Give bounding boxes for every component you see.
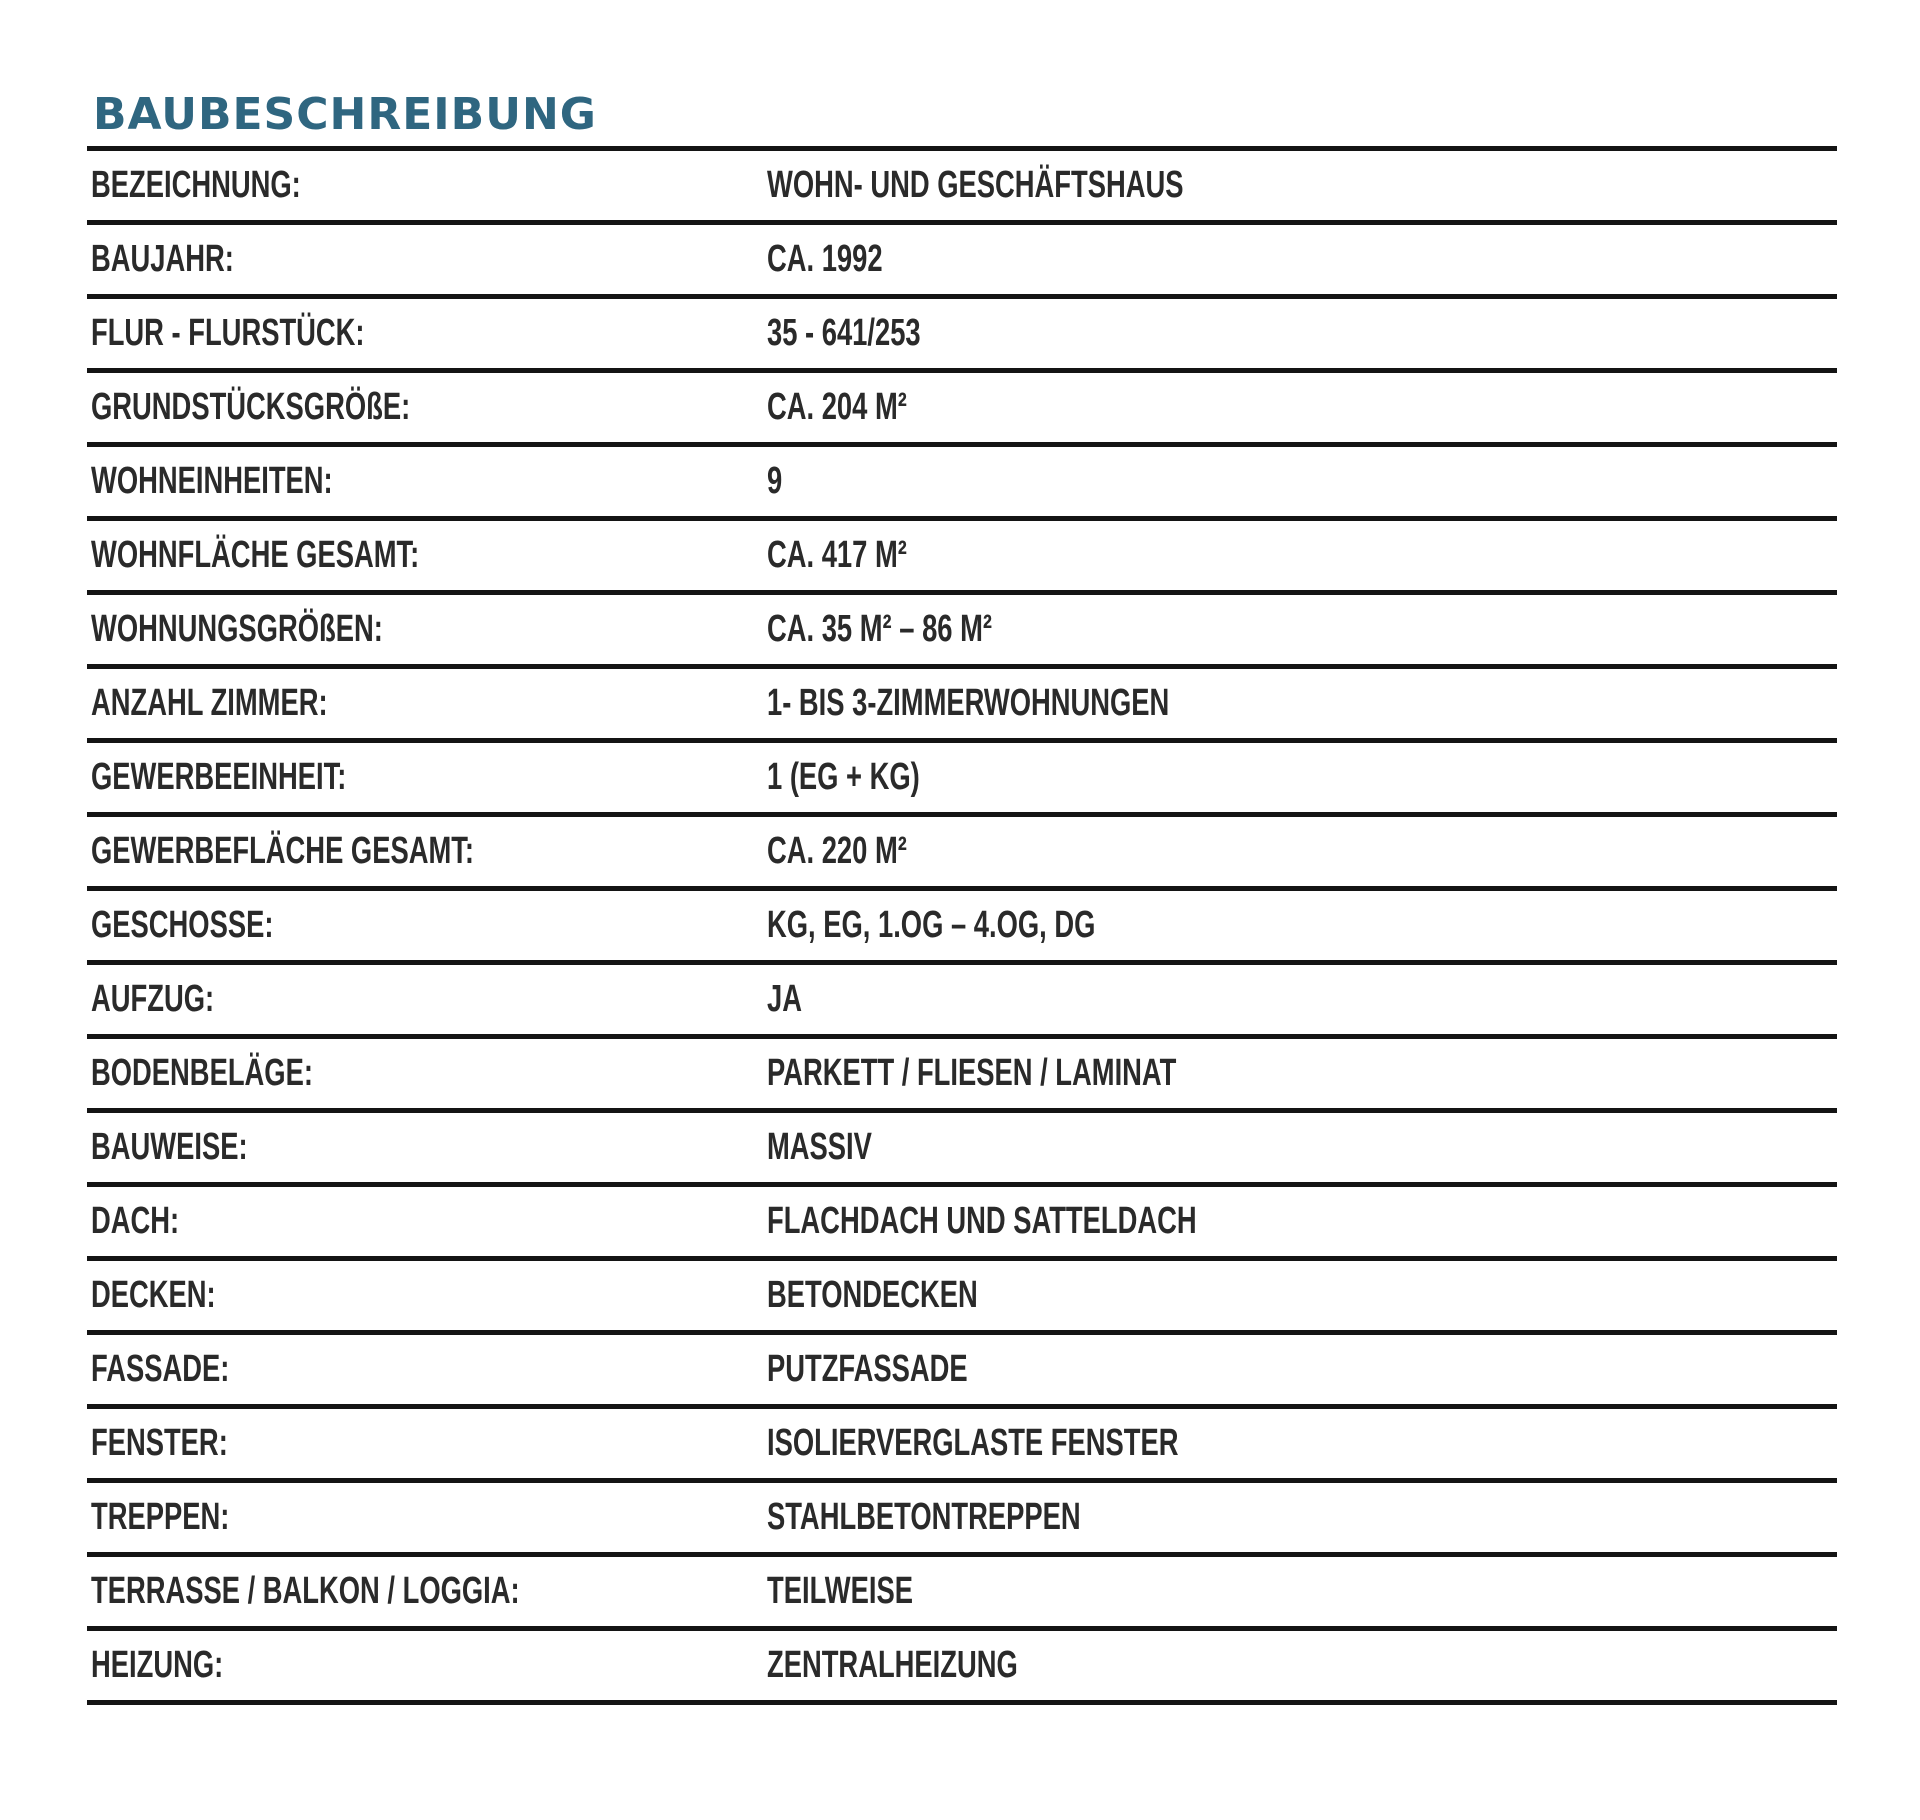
row-label-text: TREPPEN: [91,1496,230,1538]
row-value [767,1422,1837,1465]
document-title [87,70,1837,146]
row-label [87,904,767,947]
row-label [87,1422,767,1465]
table-row [87,1039,1837,1113]
row-label-text: DECKEN: [91,1274,216,1316]
row-value [767,1348,1837,1391]
row-value-text: 1 (EG + KG) [767,756,920,798]
row-value-text: WOHN- UND GESCHÄFTSHAUS [767,164,1184,206]
table-row [87,521,1837,595]
row-value [767,1126,1837,1169]
table-row [87,1557,1837,1631]
row-label-text: WOHNFLÄCHE GESAMT: [91,534,420,576]
row-label [87,534,767,577]
table-row [87,447,1837,521]
row-value-text: CA. 204 M² [767,386,907,428]
building-description-sheet [87,70,1837,1705]
row-value-text: 35 - 641/253 [767,312,921,354]
row-value-text: JA [767,978,802,1020]
row-label [87,460,767,503]
row-label [87,756,767,799]
row-value-text: 1- BIS 3-ZIMMERWOHNUNGEN [767,682,1170,724]
table-row [87,1409,1837,1483]
table-row [87,817,1837,891]
row-label [87,1274,767,1317]
row-label-text: GEWERBEEINHEIT: [91,756,347,798]
row-label-text: FLUR - FLURSTÜCK: [91,312,365,354]
table-row [87,743,1837,817]
row-value [767,1200,1837,1243]
row-value-text: CA. 35 M² – 86 M² [767,608,993,650]
document-title-text: BAUBESCHREIBUNG [93,89,597,140]
row-value-text: CA. 417 M² [767,534,907,576]
row-label-text: BAUJAHR: [91,238,234,280]
row-value-text: PUTZFASSADE [767,1348,968,1390]
row-value-text: MASSIV [767,1126,872,1168]
row-label-text: FENSTER: [91,1422,228,1464]
row-label-text: HEIZUNG: [91,1644,224,1686]
table-row [87,1261,1837,1335]
row-label-text: WOHNEINHEITEN: [91,460,333,502]
row-label [87,978,767,1021]
row-label-text: GRUNDSTÜCKSGRÖßE: [91,386,411,428]
row-label [87,386,767,429]
row-label [87,238,767,281]
row-label [87,1570,767,1613]
table-row [87,373,1837,447]
row-value-text: ISOLIERVERGLASTE FENSTER [767,1422,1179,1464]
row-value [767,460,1837,503]
row-value [767,1496,1837,1539]
row-value [767,1570,1837,1613]
row-value [767,1274,1837,1317]
row-value [767,978,1837,1021]
row-value-text: KG, EG, 1.OG – 4.OG, DG [767,904,1096,946]
table-row [87,891,1837,965]
row-value [767,904,1837,947]
table-row [87,1483,1837,1557]
row-value-text: PARKETT / FLIESEN / LAMINAT [767,1052,1177,1094]
row-label-text: DACH: [91,1200,180,1242]
row-value [767,1644,1837,1687]
row-value-text: ZENTRALHEIZUNG [767,1644,1018,1686]
row-label-text: BAUWEISE: [91,1126,248,1168]
row-label [87,1052,767,1095]
row-label [87,164,767,207]
table-row [87,595,1837,669]
table-row [87,299,1837,373]
row-label-text: BODENBELÄGE: [91,1052,313,1094]
table-row [87,1187,1837,1261]
row-value-text: STAHLBETONTREPPEN [767,1496,1081,1538]
row-value [767,386,1837,429]
row-value [767,756,1837,799]
row-label [87,1200,767,1243]
row-label-text: WOHNUNGSGRÖßEN: [91,608,383,650]
row-label-text: TERRASSE / BALKON / LOGGIA: [91,1570,520,1612]
table-row [87,965,1837,1039]
row-value-text: CA. 1992 [767,238,883,280]
table-row [87,225,1837,299]
row-label [87,1496,767,1539]
row-label-text: AUFZUG: [91,978,215,1020]
row-label-text: FASSADE: [91,1348,230,1390]
table-row [87,669,1837,743]
row-label [87,830,767,873]
row-value [767,164,1837,207]
row-label-text: ANZAHL ZIMMER: [91,682,328,724]
row-label [87,1644,767,1687]
table-row [87,1113,1837,1187]
row-value-text: CA. 220 M² [767,830,907,872]
description-table [87,146,1837,1705]
row-value-text: TEILWEISE [767,1570,913,1612]
row-label [87,608,767,651]
row-value [767,312,1837,355]
row-label [87,312,767,355]
table-row [87,1631,1837,1705]
row-value-text: FLACHDACH UND SATTELDACH [767,1200,1197,1242]
row-label [87,1348,767,1391]
row-label [87,682,767,725]
row-value-text: BETONDECKEN [767,1274,978,1316]
table-row [87,151,1837,225]
row-value [767,238,1837,281]
row-label [87,1126,767,1169]
row-label-text: BEZEICHNUNG: [91,164,301,206]
row-value [767,830,1837,873]
row-value [767,534,1837,577]
table-row [87,1335,1837,1409]
row-value [767,1052,1837,1095]
row-label-text: GESCHOSSE: [91,904,274,946]
row-value [767,682,1837,725]
row-value-text: 9 [767,460,783,502]
row-value [767,608,1837,651]
row-label-text: GEWERBEFLÄCHE GESAMT: [91,830,475,872]
